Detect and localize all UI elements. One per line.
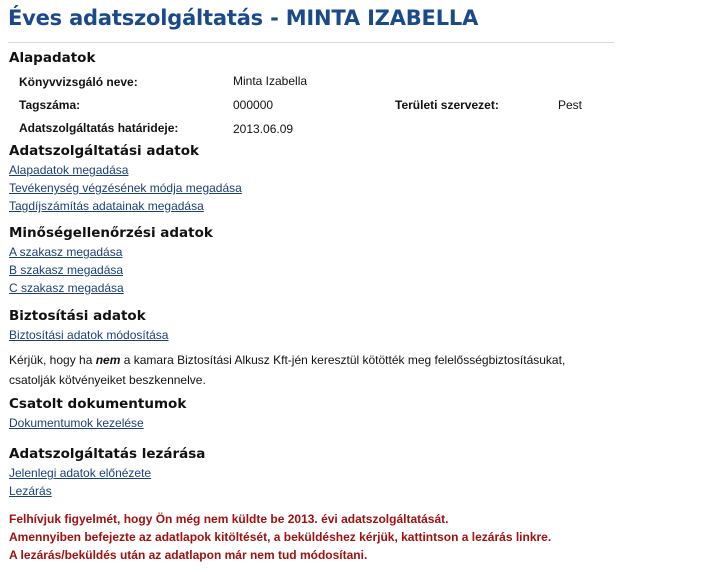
section-heading-data: Adatszolgáltatási adatok xyxy=(9,143,199,159)
section-heading-basic: Alapadatok xyxy=(9,50,96,66)
link-section-c[interactable]: C szakasz megadása xyxy=(9,281,124,295)
auditor-name-value: Minta Izabella xyxy=(233,74,308,88)
insurance-note-emphasis: nem xyxy=(95,353,121,367)
page-title-prefix: Éves adatszolgáltatás - xyxy=(8,6,286,30)
link-activity-mode[interactable]: Tevékenység végzésének módja megadása xyxy=(9,181,242,195)
section-heading-closing: Adatszolgáltatás lezárása xyxy=(9,446,206,462)
link-section-b[interactable]: B szakasz megadása xyxy=(9,263,124,277)
page-title-name: MINTA IZABELLA xyxy=(285,6,479,30)
warning-line-3: A lezárás/beküldés után az adatlapon már nem tud módosítani. xyxy=(9,548,368,562)
warning-line-2: Amennyiben befejezte az adatlapok kitöltését, a beküldéshez kérjük, kattintson a lezárás linkre. xyxy=(9,530,552,544)
link-documents-manage[interactable]: Dokumentumok kezelése xyxy=(9,416,144,430)
deadline-value: 2013.06.09 xyxy=(233,122,294,136)
member-number-label: Tagszáma: xyxy=(19,98,81,112)
warning-line-1: Felhívjuk figyelmét, hogy Ön még nem küldte be 2013. évi adatszolgáltatását. xyxy=(9,512,449,526)
link-close[interactable]: Lezárás xyxy=(9,484,52,498)
link-section-a[interactable]: A szakasz megadása xyxy=(9,245,123,259)
auditor-name-label: Könyvvizsgáló neve: xyxy=(19,75,138,89)
member-number-value: 000000 xyxy=(233,98,274,112)
region-value: Pest xyxy=(558,98,583,112)
insurance-note-line1 xyxy=(9,353,565,367)
link-basic-data[interactable]: Alapadatok megadása xyxy=(9,163,129,177)
insurance-note-before: Kérjük, hogy ha xyxy=(9,353,96,367)
page-title xyxy=(8,6,478,30)
section-heading-quality: Minőségellenőrzési adatok xyxy=(9,225,213,241)
deadline-label: Adatszolgáltatás határideje: xyxy=(19,121,179,135)
link-preview[interactable]: Jelenlegi adatok előnézete xyxy=(9,466,152,480)
title-divider xyxy=(8,42,614,43)
insurance-note-line2: csatolják kötvényeiket beszkennelve. xyxy=(9,373,206,387)
link-insurance-edit[interactable]: Biztosítási adatok módosítása xyxy=(9,328,169,342)
region-label: Területi szervezet: xyxy=(395,98,499,112)
section-heading-insurance: Biztosítási adatok xyxy=(9,308,146,324)
insurance-note-after: a kamara Biztosítási Alkusz Kft-jén keresztül kötötték meg felelősségbiztosításukat, xyxy=(120,353,566,367)
section-heading-documents: Csatolt dokumentumok xyxy=(9,396,187,412)
link-membership-fee[interactable]: Tagdíjszámítás adatainak megadása xyxy=(9,199,204,213)
